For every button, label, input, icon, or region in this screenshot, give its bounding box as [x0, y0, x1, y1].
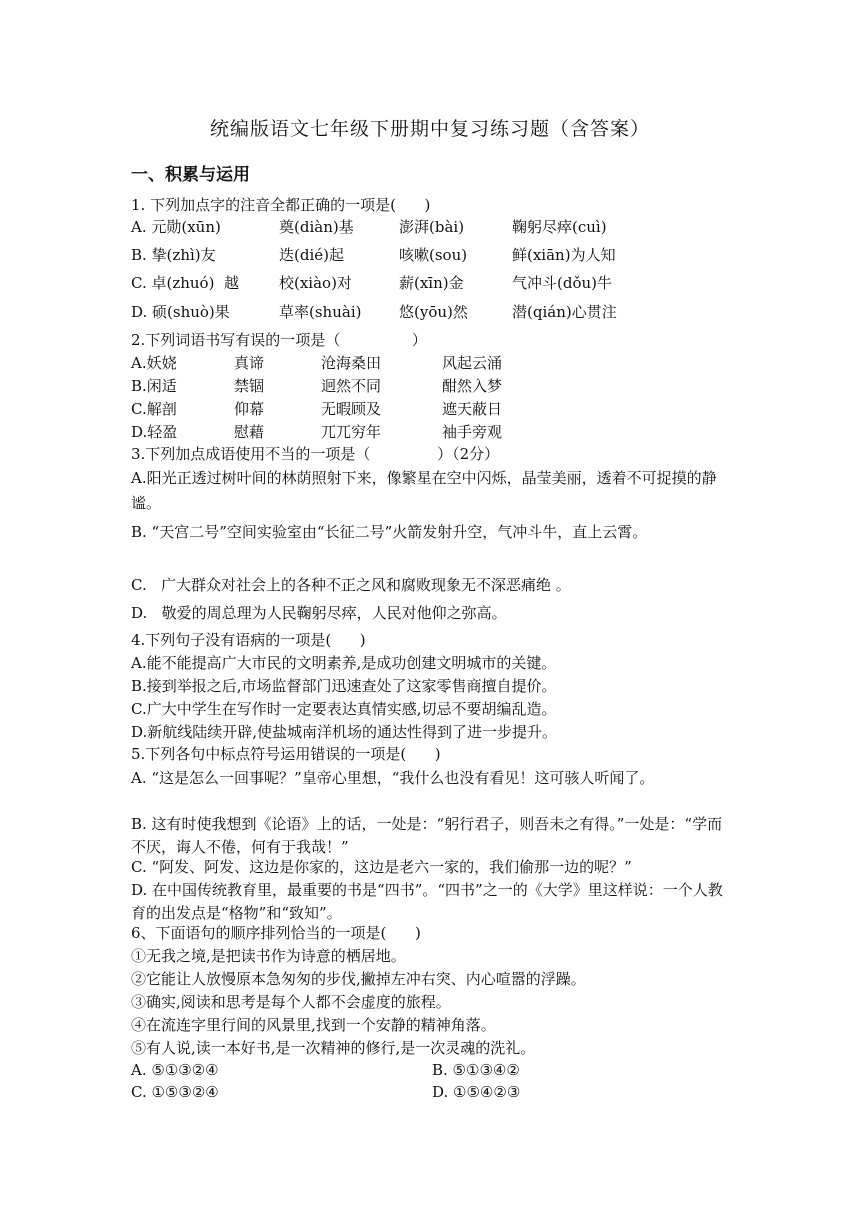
- q6-option-b: B. ⑤①③④②: [432, 1061, 520, 1079]
- q4-stem: 4.下列句子没有语病的一项是( ): [131, 631, 366, 649]
- q1-option: D. 硕(shuò)果: [131, 303, 230, 321]
- q1-word: 咳嗽(sou): [399, 246, 468, 264]
- q1-word: 鞠躬尽瘁(cuì): [512, 218, 607, 236]
- q1-word: 鲜(xiān)为人知: [512, 246, 616, 264]
- q2-word: 仰幕: [234, 400, 265, 418]
- q3-option-b: B. “天宫二号”空间实验室由“长征二号”火箭发射升空，气冲斗牛，直上云霄。: [131, 523, 648, 541]
- q2-word: 酣然入梦: [442, 377, 503, 395]
- q1-word: 草率(shuài): [279, 303, 362, 321]
- q1-option: A. 元勋(xūn): [131, 218, 221, 236]
- q1-word: 奠(diàn)基: [279, 218, 354, 236]
- q2-stem: 2.下列词语书写有误的一项是（ ）: [131, 331, 427, 349]
- q3-option-c: C. 广大群众对社会上的各种不正之风和腐败现象无不深恶痛绝 。: [131, 576, 571, 594]
- q5-stem: 5.下列各句中标点符号运用错误的一项是( ): [131, 745, 441, 763]
- q3-option-d: D. 敬爱的周总理为人民鞠躬尽瘁，人民对他仰之弥高。: [131, 604, 507, 622]
- q6-sentence-2: ②它能让人放慢原本急匆匆的步伐,撇掉左冲右突、内心喧嚣的浮躁。: [131, 970, 586, 988]
- q5-option-b: B. 这有时使我想到《论语》上的话，一处是：“躬行君子，则吾未之有得。”一处是：“学而不厌，诲人不倦，何有于我哉！”: [131, 815, 723, 856]
- q1-row-a: [131, 216, 731, 238]
- q4-option-d: D.新航线陆续开辟,使盐城南洋机场的通达性得到了进一步提升。: [131, 723, 558, 741]
- q5-option-a: A. “这是怎么一回事呢？”皇帝心里想，“我什么也没有看见！这可骇人听闻了。: [131, 769, 655, 787]
- q2-word: 迥然不同: [321, 377, 382, 395]
- q2-row-b: [131, 375, 731, 397]
- q1-row-b: [131, 244, 731, 266]
- q1-word: 迭(dié)起: [279, 246, 344, 264]
- q2-word: 沧海桑田: [321, 354, 382, 372]
- q2-row-d: [131, 421, 731, 443]
- q6-sentence-3: ③确实,阅读和思考是每个人都不会虚度的旅程。: [131, 993, 451, 1011]
- q6-stem: 6、下面语句的顺序排列恰当的一项是( ): [131, 924, 421, 942]
- q6-sentence-4: ④在流连字里行间的风景里,找到一个安静的精神角落。: [131, 1016, 496, 1034]
- q2-word: 遮天蔽日: [442, 400, 503, 418]
- q3-stem: 3.下列加点成语使用不当的一项是（ ）（2分）: [131, 445, 500, 463]
- q2-row-a: [131, 352, 731, 374]
- q1-word: 校(xiào)对: [279, 274, 352, 292]
- q2-word: 兀兀穷年: [321, 423, 382, 441]
- q2-word: 风起云涌: [442, 354, 503, 372]
- q2-option: C.解剖: [131, 400, 177, 418]
- q4-option-c: C.广大中学生在写作时一定要表达真情实感,切忌不要胡编乱造。: [131, 700, 557, 718]
- q2-option: D.轻盈: [131, 423, 178, 441]
- q2-word: 慰藉: [234, 423, 265, 441]
- q4-option-a: A.能不能提高广大市民的文明素养,是成功创建文明城市的关键。: [131, 654, 557, 672]
- q6-sentence-5: ⑤有人说,读一本好书,是一次精神的修行,是一次灵魂的洗礼。: [131, 1039, 536, 1057]
- q1-row-d: [131, 301, 731, 323]
- q2-word: 袖手旁观: [442, 423, 503, 441]
- q2-word: 无暇顾及: [321, 400, 382, 418]
- q6-option-c: C. ①⑤③②④: [131, 1083, 219, 1101]
- q1-word: 薪(xīn)金: [399, 274, 464, 292]
- q5-option-d: D. 在中国传统教育里，最重要的书是“四书”。“四书”之一的《大学》里这样说：一个人教育的出发点是“格物”和“致知”。: [131, 881, 723, 922]
- q4-option-b: B.接到举报之后,市场监督部门迅速查处了这家零售商擅自提价。: [131, 677, 557, 695]
- q1-word: 悠(yōu)然: [399, 303, 468, 321]
- q5-option-c: C. “阿发、阿发、这边是你家的，这边是老六一家的，我们偷那一边的呢？”: [131, 858, 632, 876]
- q2-option: B.闲适: [131, 377, 177, 395]
- q6-option-a: A. ⑤①③②④: [131, 1061, 219, 1079]
- q1-word: 潜(qián)心贯注: [512, 303, 617, 321]
- document-title: 统编版语文七年级下册期中复习练习题（含答案）: [209, 118, 650, 140]
- q3-option-a: A.阳光正透过树叶间的林荫照射下来，像繁星在空中闪烁，晶莹美丽，透着不可捉摸的静谧。: [131, 469, 717, 512]
- q2-word: 真谛: [234, 354, 265, 372]
- q6-options-row-2: [131, 1081, 731, 1103]
- q1-stem: 1. 下列加点字的注音全都正确的一项是( ): [131, 196, 431, 214]
- q1-word: 气冲斗(dǒu)牛: [512, 274, 612, 292]
- q1-option: C. 卓(zhuó) 越: [131, 274, 239, 292]
- q1-row-c: [131, 272, 731, 294]
- q2-row-c: [131, 398, 731, 420]
- q6-option-d: D. ①⑤④②③: [432, 1083, 521, 1101]
- q1-word: 澎湃(bài): [399, 218, 465, 236]
- q6-sentence-1: ①无我之境,是把读书作为诗意的栖居地。: [131, 947, 406, 965]
- q2-word: 禁锢: [234, 377, 265, 395]
- q2-option: A.妖娆: [131, 354, 177, 372]
- q1-option: B. 挚(zhì)友: [131, 246, 216, 264]
- q6-options-row-1: [131, 1059, 731, 1081]
- section-heading: 一、积累与运用: [131, 165, 250, 185]
